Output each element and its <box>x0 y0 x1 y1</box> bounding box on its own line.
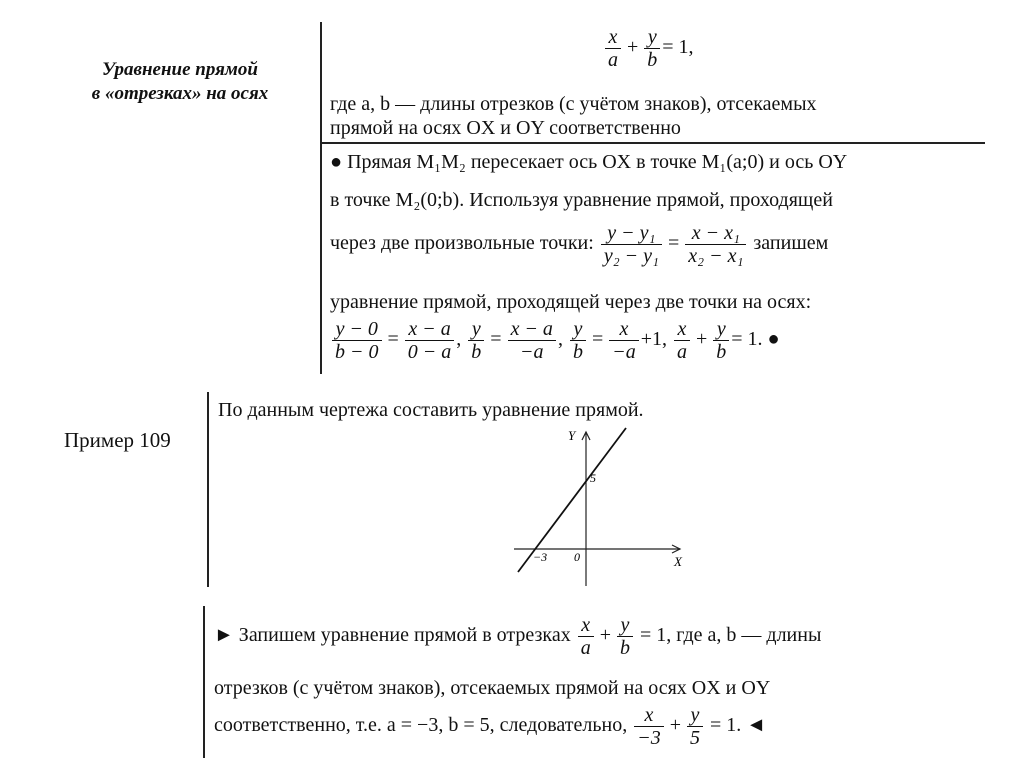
proof-line-4: уравнение прямой, проходящей через две точки на осях: <box>330 291 812 313</box>
example-task: По данным чертежа составить уравнение прямой. <box>218 399 644 421</box>
x-intercept-label: −3 <box>533 550 548 564</box>
description-line-2: прямой на осях OX и OY соответственно <box>330 117 681 139</box>
solution-line-3: соответственно, т.е. a = −3, b = 5, следовательно, $\frac{x}{-3}$ + $\frac{y}{5}$ = 1. ◄ <box>214 704 767 749</box>
section-title <box>70 58 290 106</box>
formula-frac-y: $\frac{y}{b}$ <box>644 26 660 71</box>
proof-line-1: ● Прямая M₁M₂ пересекает ось OX в точке M₁(a;0) и ось OY <box>330 151 848 173</box>
formula-frac-x: $\frac{x}{a}$ <box>605 26 621 71</box>
solution-line-1: ► Запишем уравнение прямой в отрезках $\frac{x}{a}$ + $\frac{y}{b}$ = 1, где a, b — длины <box>214 614 822 659</box>
example-label: Пример 109 <box>64 428 171 452</box>
y-intercept-label: 5 <box>590 471 596 485</box>
x-axis-label: X <box>674 554 682 569</box>
proof-line-2: в точке M₂(0;b). Используя уравнение прямой, проходящей <box>330 189 833 211</box>
top-divider-vertical <box>320 22 322 374</box>
proof-line-5: $\frac{y - 0}{b - 0}$ = $\frac{x - a}{0 - a}$ , $\frac{y}{b}$ = $\frac{x - a}{-a}$ , $\frac{y}{b}$ = $\frac{x}{-a}$ +1, $\frac{x}{a}$ + $\frac{y}{b}$ = 1. ● <box>330 318 780 363</box>
intercept-formula: $\frac{x}{a}$ + $\frac{y}{b}$ = 1, <box>603 26 694 71</box>
title-line-2: в «отрезках» на осях <box>91 83 269 104</box>
two-point-frac-x: $\frac{\text{x − x₁}}{\text{x₂ − x₁}}$ <box>685 222 746 267</box>
example-divider-vertical <box>207 392 209 587</box>
proof-line-3: через две произвольные точки: $\frac{\text{y − y₁}}{\text{y₂ − y₁}}$ = $\frac{\text{x − x₁}}{\text{x₂ − x₁}}$ запишем <box>330 222 829 267</box>
solution-divider-vertical <box>203 606 205 758</box>
example-graph <box>500 420 700 590</box>
y-axis-label: Y <box>568 428 576 443</box>
top-divider-horizontal <box>320 142 985 144</box>
two-point-frac-y: $\frac{\text{y − y₁}}{\text{y₂ − y₁}}$ <box>601 222 662 267</box>
description-line-1: где a, b — длины отрезков (с учётом знаков), отсекаемых <box>330 93 817 115</box>
title-line-1: Уравнение прямой <box>102 59 258 80</box>
origin-label: 0 <box>574 550 580 564</box>
solution-line-2: отрезков (с учётом знаков), отсекаемых прямой на осях OX и OY <box>214 677 771 699</box>
